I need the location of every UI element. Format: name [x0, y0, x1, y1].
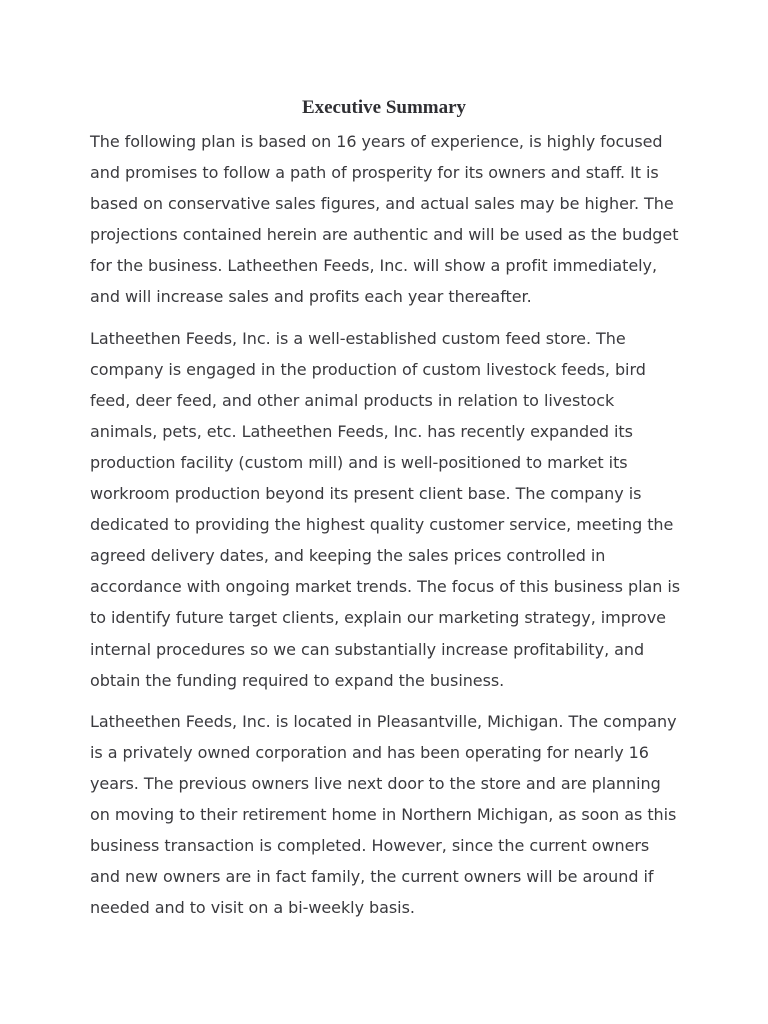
paragraph-3: Latheethen Feeds, Inc. is located in Pleasantville, Michigan. The company is a privately owned corporation and has been operating for nearly 16 years. The previous owners live next door to the store and are planning on moving to their retirement home in Northern Michigan, as soon as this business transaction is completed. However, since the current owners and new owners are in fact family, the current owners will be around if needed and to visit on a bi-weekly basis. — [90, 711, 677, 918]
paragraph-2: Latheethen Feeds, Inc. is a well-established custom feed store. The company is engaged in the production of custom livestock feeds, bird feed, deer feed, and other animal products in relation to livestock animals, pets, etc. Latheethen Feeds, Inc. has recently expanded its production facility (custom mill) and is well-positioned to market its workroom production beyond its present client base. The company is dedicated to providing the highest quality customer service, meeting the agreed delivery dates, and keeping the sales prices controlled in accordance with ongoing market trends. The focus of this business plan is to identify future target clients, explain our marketing strategy, improve internal procedures so we can substantially increase profitability, and obtain the funding required to expand the business. — [90, 328, 681, 690]
document-body — [90, 126, 682, 933]
page-title: Executive Summary — [301, 97, 467, 118]
paragraph-1: The following plan is based on 16 years of experience, is highly focused and promises to follow a path of prosperity for its owners and staff. It is based on conservative sales figures, and actual sales may be higher. The projections contained herein are authentic and will be used as the budget for the business. Latheethen Feeds, Inc. will show a profit immediately, and will increase sales and profits each year thereafter. — [90, 132, 679, 307]
